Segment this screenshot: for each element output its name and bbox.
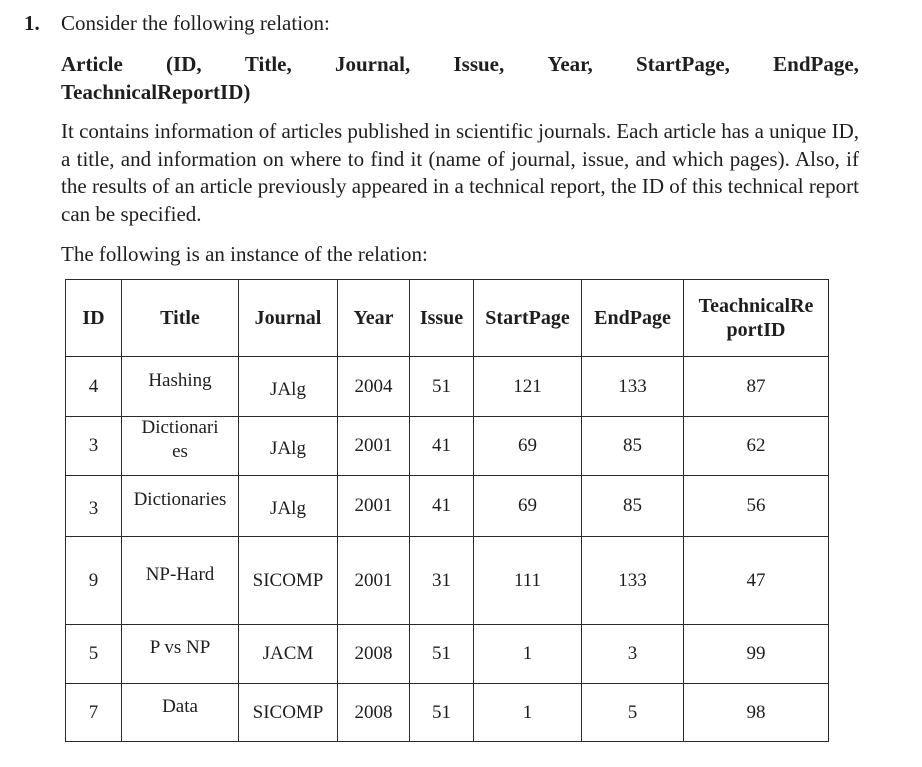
cell-journal <box>239 476 338 537</box>
cell-title-text: Hashing <box>148 369 212 391</box>
relation-name: Article <box>61 52 123 76</box>
instance-intro: The following is an instance of the relation: <box>61 242 428 266</box>
header-technical-report-id-part2: portID <box>726 319 786 341</box>
cell-endpage: 85 <box>582 476 684 537</box>
attribute-year: Year, <box>547 52 593 76</box>
header-issue: Issue <box>410 280 474 357</box>
cell-title-text: NP-Hard <box>145 563 215 585</box>
attribute-endpage: EndPage, <box>773 52 859 76</box>
header-year: Year <box>338 280 410 357</box>
table-row <box>66 625 829 684</box>
header-technical-report-id <box>684 280 829 357</box>
table-row <box>66 417 829 476</box>
cell-journal <box>239 417 338 476</box>
cell-year: 2004 <box>338 357 410 417</box>
header-startpage: StartPage <box>474 280 582 357</box>
cell-title-text: Dictionaries <box>133 489 227 510</box>
question-prompt: Consider the following relation: <box>61 11 330 35</box>
cell-title <box>122 476 239 537</box>
cell-technical-report-id: 87 <box>684 357 829 417</box>
cell-startpage: 69 <box>474 417 582 476</box>
cell-issue: 51 <box>410 357 474 417</box>
table-row <box>66 684 829 742</box>
cell-year: 2008 <box>338 684 410 742</box>
cell-title <box>122 625 239 684</box>
cell-journal-text: JAlg <box>270 378 306 400</box>
cell-journal-text: JAlg <box>270 498 306 519</box>
cell-issue: 51 <box>410 684 474 742</box>
cell-endpage: 133 <box>582 537 684 625</box>
cell-id: 3 <box>66 417 122 476</box>
cell-technical-report-id: 56 <box>684 476 829 537</box>
cell-id: 9 <box>66 537 122 625</box>
cell-startpage: 111 <box>474 537 582 625</box>
cell-id: 4 <box>66 357 122 417</box>
cell-title <box>122 684 239 742</box>
cell-title <box>122 537 239 625</box>
cell-journal: SICOMP <box>239 684 338 742</box>
cell-technical-report-id: 99 <box>684 625 829 684</box>
cell-title-wrapped <box>122 416 238 464</box>
header-endpage: EndPage <box>582 280 684 357</box>
attribute-title: Title, <box>244 52 292 76</box>
cell-journal: SICOMP <box>239 537 338 625</box>
cell-id-text: 3 <box>88 498 99 519</box>
relation-schema <box>61 50 859 106</box>
table-row <box>66 537 829 625</box>
relation-instance-table <box>65 279 829 742</box>
cell-startpage: 1 <box>474 684 582 742</box>
table-row <box>66 476 829 537</box>
cell-technical-report-id: 98 <box>684 684 829 742</box>
cell-journal-text: JAlg <box>270 438 306 459</box>
cell-id <box>66 476 122 537</box>
cell-issue: 31 <box>410 537 474 625</box>
question-heading <box>24 8 330 38</box>
cell-issue: 41 <box>410 417 474 476</box>
cell-startpage: 121 <box>474 357 582 417</box>
cell-id: 5 <box>66 625 122 684</box>
cell-endpage: 5 <box>582 684 684 742</box>
cell-issue: 41 <box>410 476 474 537</box>
cell-endpage: 133 <box>582 357 684 417</box>
header-technical-report-id-part1: TeachnicalRe <box>698 295 814 317</box>
cell-technical-report-id: 62 <box>684 417 829 476</box>
header-journal: Journal <box>239 280 338 357</box>
cell-year: 2008 <box>338 625 410 684</box>
header-title: Title <box>122 280 239 357</box>
attribute-issue: Issue, <box>453 52 505 76</box>
cell-id: 7 <box>66 684 122 742</box>
cell-endpage: 85 <box>582 417 684 476</box>
cell-startpage: 69 <box>474 476 582 537</box>
cell-title-text: P vs NP <box>149 637 211 658</box>
cell-title <box>122 417 239 476</box>
cell-title <box>122 357 239 417</box>
cell-startpage: 1 <box>474 625 582 684</box>
header-id: ID <box>66 280 122 357</box>
relation-description: It contains information of articles published in scientific journals. Each article has a unique ID, a title, and information on where to find it (name of journal, issue, and which pages). Also, if the results of an article previously appeared in a technical report, the ID of this technical report can be specified. <box>61 119 859 226</box>
cell-title-text: Data <box>162 695 198 717</box>
cell-title-part1: Dictionari <box>141 417 219 438</box>
relation-schema-line1 <box>61 50 859 78</box>
cell-year: 2001 <box>338 476 410 537</box>
attribute-id: (ID, <box>166 52 202 76</box>
cell-journal: JACM <box>239 625 338 684</box>
attribute-startpage: StartPage, <box>636 52 730 76</box>
cell-journal <box>239 357 338 417</box>
question-number: 1. <box>24 11 40 35</box>
cell-issue: 51 <box>410 625 474 684</box>
attribute-technical-report-id: TeachnicalReportID) <box>61 80 251 104</box>
table-row <box>66 357 829 417</box>
cell-endpage: 3 <box>582 625 684 684</box>
cell-year: 2001 <box>338 417 410 476</box>
cell-title-part2: es <box>172 441 188 462</box>
table-header-row <box>66 280 829 357</box>
cell-year: 2001 <box>338 537 410 625</box>
attribute-journal: Journal, <box>334 52 411 76</box>
cell-technical-report-id: 47 <box>684 537 829 625</box>
